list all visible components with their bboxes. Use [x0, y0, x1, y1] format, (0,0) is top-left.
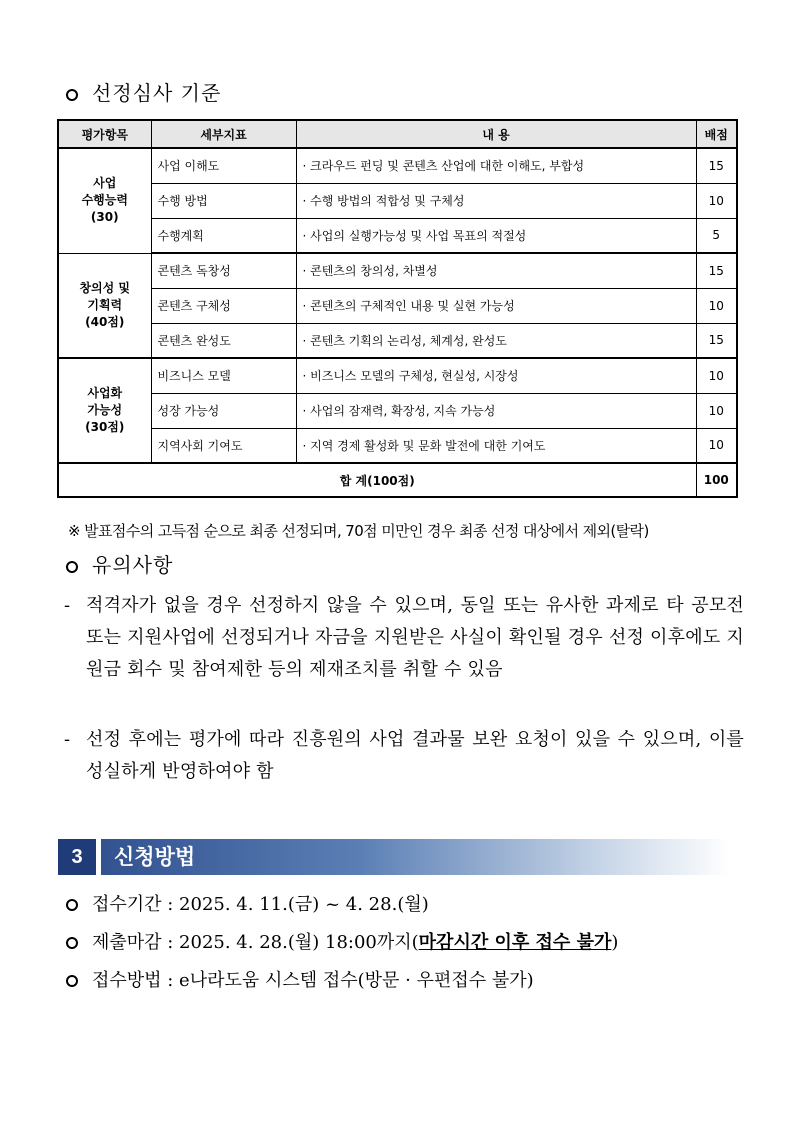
table-row — [58, 393, 737, 428]
score-cell: 15 — [696, 148, 737, 183]
content-cell: · 수행 방법의 적합성 및 구체성 — [296, 183, 696, 218]
score-cell: 5 — [696, 218, 737, 253]
criteria-heading-text: 선정심사 기준 — [92, 81, 222, 105]
indicator-cell: 수행 방법 — [151, 183, 296, 218]
total-score: 100 — [696, 463, 737, 497]
table-row — [58, 148, 737, 183]
indicator-cell: 콘텐츠 독창성 — [151, 253, 296, 288]
table-row — [58, 288, 737, 323]
table-row — [58, 218, 737, 253]
indicator-cell: 지역사회 기여도 — [151, 428, 296, 463]
header-content: 내 용 — [296, 120, 696, 148]
total-label: 합 계(100점) — [58, 463, 696, 497]
table-row — [58, 183, 737, 218]
table-header-row — [58, 120, 737, 148]
total-row — [58, 463, 737, 497]
indicator-cell: 수행계획 — [151, 218, 296, 253]
notice-heading-text: 유의사항 — [92, 553, 174, 577]
category-cell: 창의성 및 기획력 (40점) — [58, 253, 151, 358]
header-category: 평가항목 — [58, 120, 151, 148]
content-cell: · 콘텐츠의 구체적인 내용 및 실현 가능성 — [296, 288, 696, 323]
score-cell: 10 — [696, 358, 737, 393]
section-header — [58, 839, 730, 875]
table-row — [58, 358, 737, 393]
section-number: 3 — [58, 839, 96, 875]
table-row — [58, 428, 737, 463]
selection-note: ※ 발표점수의 고득점 순으로 최종 선정되며, 70점 미만인 경우 최종 선정 대상에서 제외(탈락) — [68, 522, 649, 540]
score-cell: 15 — [696, 323, 737, 358]
score-cell: 10 — [696, 183, 737, 218]
indicator-cell: 비즈니스 모델 — [151, 358, 296, 393]
application-period: 접수기간 : 2025. 4. 11.(금) ~ 4. 28.(월) — [66, 893, 429, 917]
circle-bullet-icon — [66, 899, 78, 911]
dash-bullet: - — [64, 595, 71, 616]
application-method: 접수방법 : e나라도움 시스템 접수(방문 · 우편접수 불가) — [66, 969, 534, 993]
section-title: 신청방법 — [114, 845, 196, 869]
dash-bullet: - — [64, 729, 71, 750]
circle-bullet-icon — [66, 561, 78, 573]
deadline-warning: 마감시간 이후 접수 불가 — [418, 932, 612, 953]
criteria-heading — [66, 81, 221, 105]
header-score: 배점 — [696, 120, 737, 148]
notice-heading — [66, 553, 173, 577]
category-cell: 사업 수행능력 (30) — [58, 148, 151, 253]
table-row — [58, 253, 737, 288]
criteria-table — [57, 119, 738, 498]
content-cell: · 크라우드 펀딩 및 콘텐츠 산업에 대한 이해도, 부합성 — [296, 148, 696, 183]
score-cell: 10 — [696, 288, 737, 323]
score-cell: 15 — [696, 253, 737, 288]
circle-bullet-icon — [66, 937, 78, 949]
header-indicator: 세부지표 — [151, 120, 296, 148]
content-cell: · 사업의 실행가능성 및 사업 목표의 적절성 — [296, 218, 696, 253]
content-cell: · 사업의 잠재력, 확장성, 지속 가능성 — [296, 393, 696, 428]
indicator-cell: 콘텐츠 구체성 — [151, 288, 296, 323]
notice-item: - 선정 후에는 평가에 따라 진흥원의 사업 결과물 보완 요청이 있을 수 있으며, 이를 성실하게 반영하여야 함 — [64, 724, 744, 788]
indicator-cell: 사업 이해도 — [151, 148, 296, 183]
score-cell: 10 — [696, 393, 737, 428]
content-cell: · 콘텐츠의 창의성, 차별성 — [296, 253, 696, 288]
indicator-cell: 성장 가능성 — [151, 393, 296, 428]
notice-item: - 적격자가 없을 경우 선정하지 않을 수 있으며, 동일 또는 유사한 과제로 타 공모전 또는 지원사업에 선정되거나 자금을 지원받은 사실이 확인될 경우 선정 이후에도 지원금 회수 및 참여제한 등의 제재조치를 취할 수 있음 — [64, 590, 744, 686]
content-cell: · 비즈니스 모델의 구체성, 현실성, 시장성 — [296, 358, 696, 393]
circle-bullet-icon — [66, 975, 78, 987]
circle-bullet-icon — [66, 89, 78, 101]
indicator-cell: 콘텐츠 완성도 — [151, 323, 296, 358]
category-cell: 사업화 가능성 (30점) — [58, 358, 151, 463]
score-cell: 10 — [696, 428, 737, 463]
submission-deadline: 제출마감 : 2025. 4. 28.(월) 18:00까지(마감시간 이후 접수 불가) — [66, 931, 618, 955]
table-row — [58, 323, 737, 358]
content-cell: · 지역 경제 활성화 및 문화 발전에 대한 기여도 — [296, 428, 696, 463]
content-cell: · 콘텐츠 기획의 논리성, 체계성, 완성도 — [296, 323, 696, 358]
